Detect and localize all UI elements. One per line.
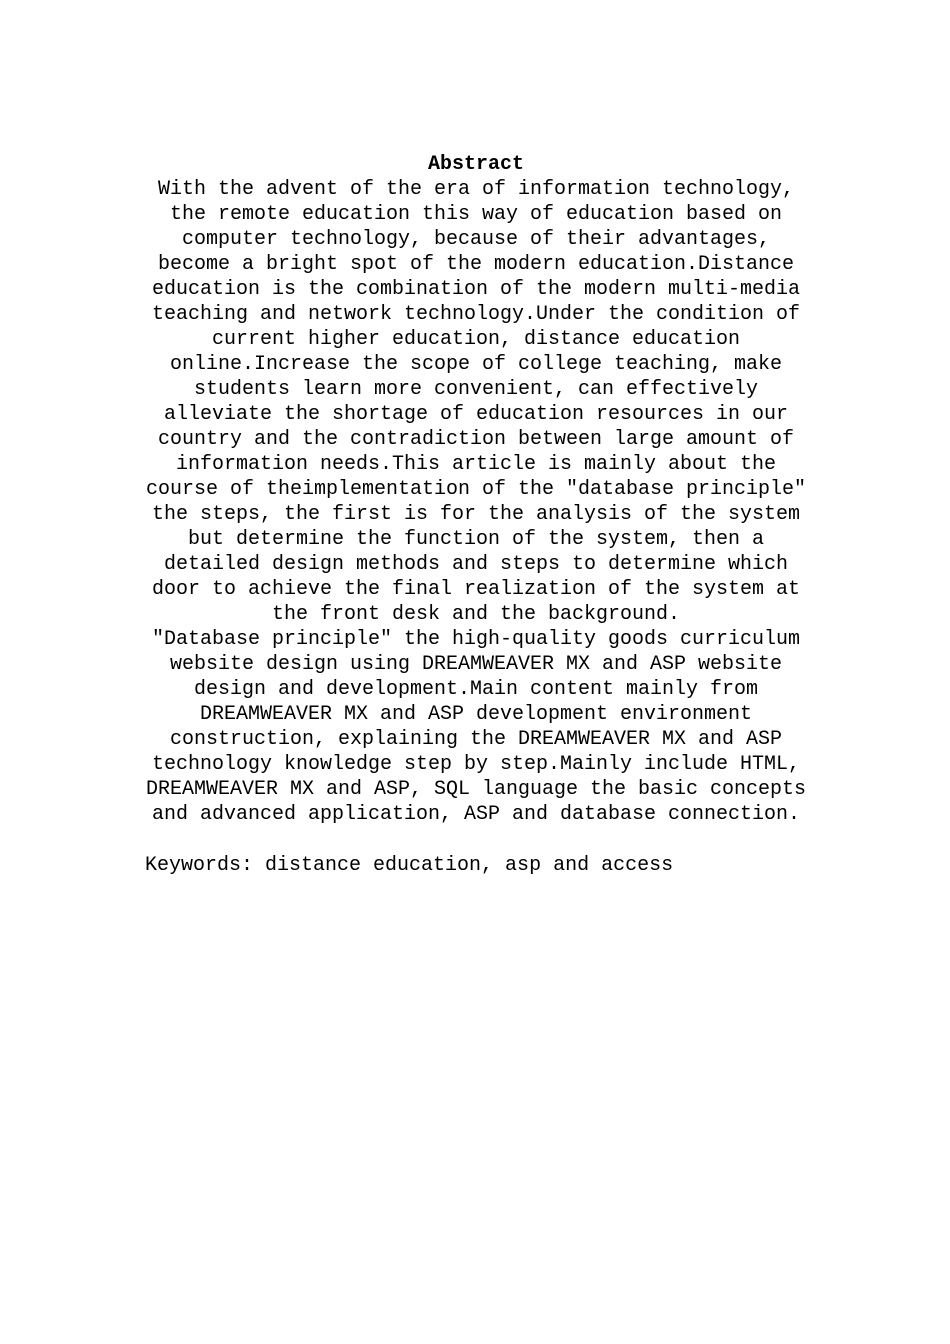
abstract-paragraph-2: "Database principle" the high-quality goods curriculum website design using DREAMWEAVER MX and ASP website design and development.Main content mainly from DREAMWEAVER MX and ASP development environment construction, explaining the DREAMWEAVER MX and ASP technology knowledge step by step.Mainly include HTML, DREAMWEAVER MX and ASP, SQL language the basic concepts and advanced application, ASP and database connection. bbox=[145, 628, 807, 826]
keywords-line: Keywords: distance education, asp and access bbox=[145, 854, 674, 877]
abstract-title: Abstract bbox=[427, 153, 524, 176]
abstract-section bbox=[145, 152, 807, 878]
abstract-paragraph-1: With the advent of the era of information technology, the remote education this way of education based on computer technology, because of their advantages, become a bright spot of the modern education.Distance education is the combination of the modern multi-media teaching and network technology.Under the condition of current higher education, distance education online.Increase the scope of college teaching, make students learn more convenient, can effectively alleviate the shortage of education resources in our country and the contradiction between large amount of information needs.This article is mainly about the course of theimplementation of the "database principle" the steps, the first is for the analysis of the system but determine the function of the system, then a detailed design methods and steps to determine which door to achieve the final realization of the system at the front desk and the background. bbox=[145, 178, 807, 626]
